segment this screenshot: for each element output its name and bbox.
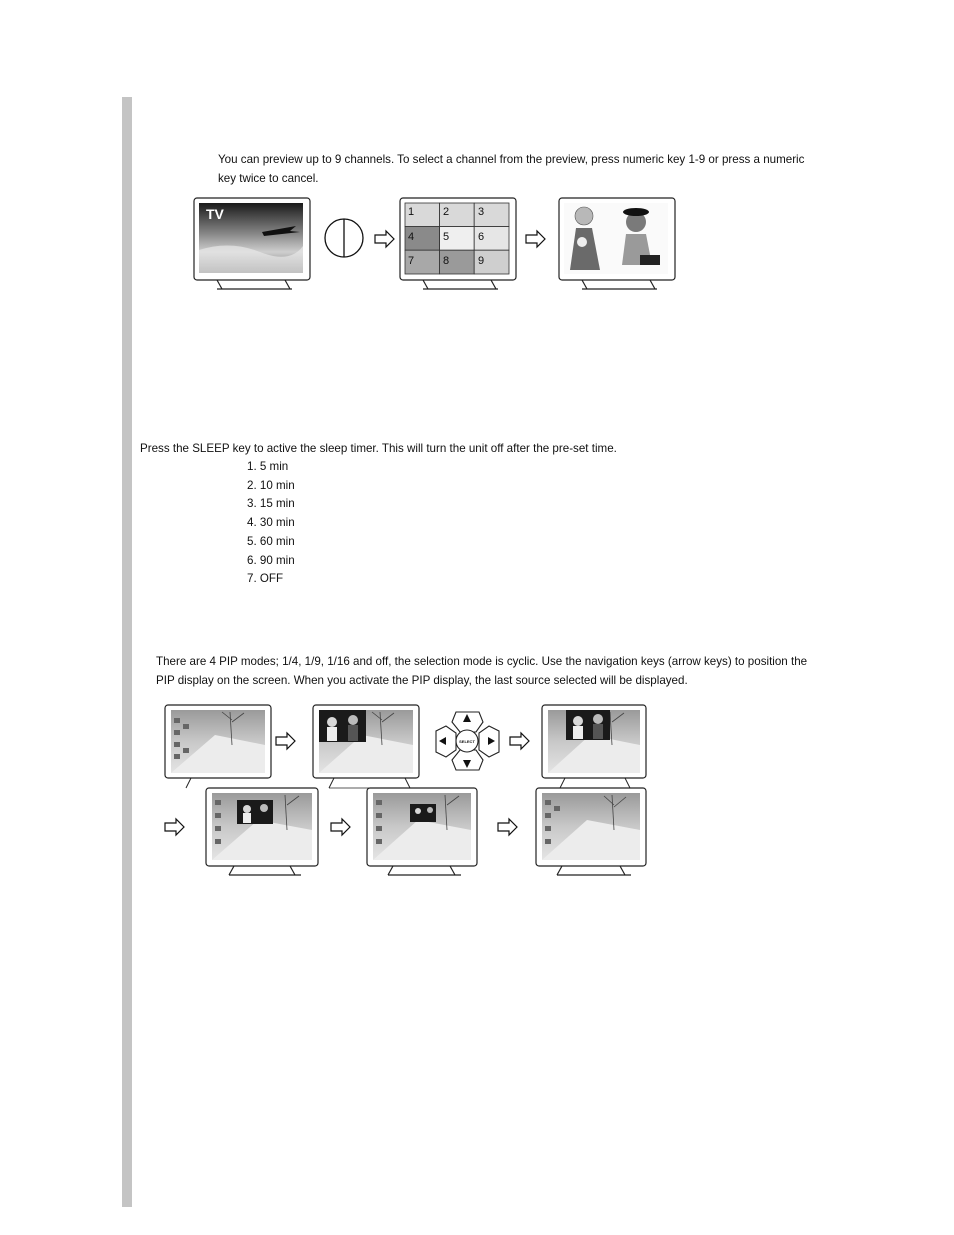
monitor-pip-small xyxy=(367,788,477,875)
arrow-right-icon xyxy=(498,819,517,835)
list-item: 2. 10 min xyxy=(247,478,295,492)
pip-description: There are 4 PIP modes; 1/4, 1/9, 1/16 and off, the selection mode is cyclic. Use the navigation keys (arrow keys) to position the PIP display on the screen. When you activate the PIP display, the last source selected will be displayed. xyxy=(156,655,808,687)
monitor-selected-channel xyxy=(559,198,675,289)
monitor-pip-large xyxy=(313,705,420,788)
monitor-pip-medium xyxy=(206,788,318,875)
preview-description: You can preview up to 9 channels. To select a channel from the preview, press numeric key 1-9 or press a numeric key twice to cancel. xyxy=(218,153,805,185)
grid-number: 5 xyxy=(443,231,450,243)
grid-number: 4 xyxy=(408,231,415,243)
grid-number: 8 xyxy=(443,255,450,267)
grid-number: 2 xyxy=(443,206,450,218)
monitor-tv xyxy=(194,198,310,289)
list-item: 7. OFF xyxy=(247,572,284,586)
arrow-right-icon xyxy=(375,231,394,247)
circle-symbol xyxy=(325,219,363,257)
monitor-pip-moved xyxy=(542,705,646,788)
grid-number: 1 xyxy=(408,206,415,218)
select-label: SELECT xyxy=(459,739,475,744)
arrow-right-icon xyxy=(165,819,184,835)
monitor-preview-grid xyxy=(400,198,516,289)
list-item: 5. 60 min xyxy=(247,534,295,548)
sleep-description: Press the SLEEP key to active the sleep timer. This will turn the unit off after the pre-set time. xyxy=(140,442,617,455)
navigation-pad xyxy=(436,712,499,770)
arrow-right-icon xyxy=(331,819,350,835)
list-item: 3. 15 min xyxy=(247,497,295,511)
monitor-pip-off xyxy=(165,705,271,788)
grid-number: 9 xyxy=(478,255,485,267)
arrow-right-icon xyxy=(510,733,529,749)
list-item: 6. 90 min xyxy=(247,553,295,567)
arrow-right-icon xyxy=(276,733,295,749)
list-item: 1. 5 min xyxy=(247,460,289,473)
tv-label: TV xyxy=(206,206,224,222)
monitor-pip-off-final xyxy=(536,788,646,875)
grid-number: 3 xyxy=(478,206,485,218)
arrow-right-icon xyxy=(526,231,545,247)
grid-number: 7 xyxy=(408,255,415,267)
grid-number: 6 xyxy=(478,231,485,243)
list-item: 4. 30 min xyxy=(247,516,295,530)
